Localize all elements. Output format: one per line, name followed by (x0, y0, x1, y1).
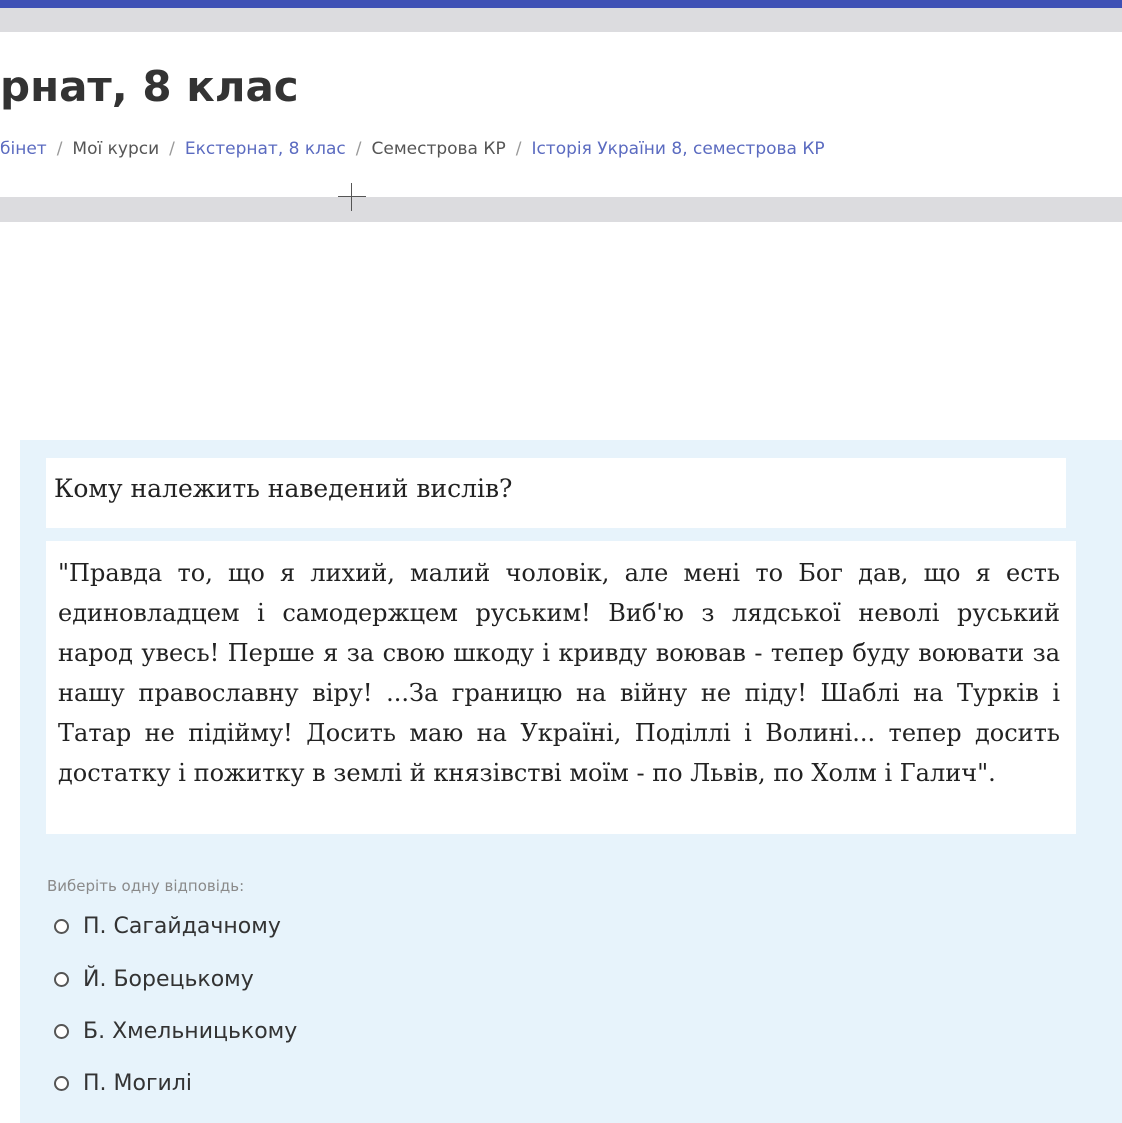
header-divider-top (0, 8, 1122, 32)
answer-option-1[interactable] (54, 914, 281, 939)
answer-option-2[interactable] (54, 967, 254, 992)
breadcrumb-item-cabinet[interactable]: бінет (0, 139, 47, 159)
breadcrumb-separator: / (169, 139, 175, 159)
answer-option-label: Б. Хмельницькому (83, 1019, 298, 1044)
breadcrumb-separator: / (56, 139, 63, 159)
breadcrumb-item-my-courses[interactable]: Мої курси (72, 139, 160, 159)
answer-option-3[interactable] (54, 1019, 297, 1044)
answer-option-label: П. Могилі (83, 1071, 193, 1096)
radio-button-icon[interactable] (54, 972, 69, 987)
header-divider-bottom (0, 197, 1122, 222)
question-panel (20, 440, 1122, 1123)
radio-button-icon[interactable] (54, 919, 69, 934)
answer-option-label: Й. Борецькому (83, 967, 254, 992)
answer-option-label: П. Сагайдачному (83, 914, 281, 939)
breadcrumb-item-section[interactable]: Семестрова КР (371, 139, 506, 159)
breadcrumb-item-quiz[interactable]: Історія України 8, семестрова КР (531, 139, 825, 159)
breadcrumb-separator: / (355, 139, 362, 159)
page-header (0, 32, 1122, 197)
breadcrumb (0, 139, 825, 159)
question-text: Кому належить наведений вислів? (46, 458, 1066, 528)
breadcrumb-item-course[interactable]: Екстернат, 8 клас (184, 139, 346, 159)
radio-button-icon[interactable] (54, 1024, 69, 1039)
question-quote: "Правда то, що я лихий, малий чоловік, але мені то Бог дав, що я есть единовладцем і самодержцем руським! Виб'ю з лядської неволі руський народ увесь! Перше я за свою шкоду і кривду воював - тепер буду воювати за нашу православну віру! ...За границю на війну не піду! Шаблі на Турків і Татар не підійму! Досить маю на Україні, Поділлі і Волині... тепер досить достатку і пожитку в землі й князівстві моїм - по Львів, по Холм і Галич". (46, 541, 1076, 834)
radio-button-icon[interactable] (54, 1076, 69, 1091)
top-accent-bar (0, 0, 1122, 8)
choose-one-label: Виберіть одну відповідь: (47, 877, 245, 895)
answer-option-4[interactable] (54, 1071, 192, 1096)
crosshair-cursor-icon (338, 183, 366, 211)
page-title: рнат, 8 клас (0, 62, 299, 111)
breadcrumb-separator: / (515, 139, 522, 159)
